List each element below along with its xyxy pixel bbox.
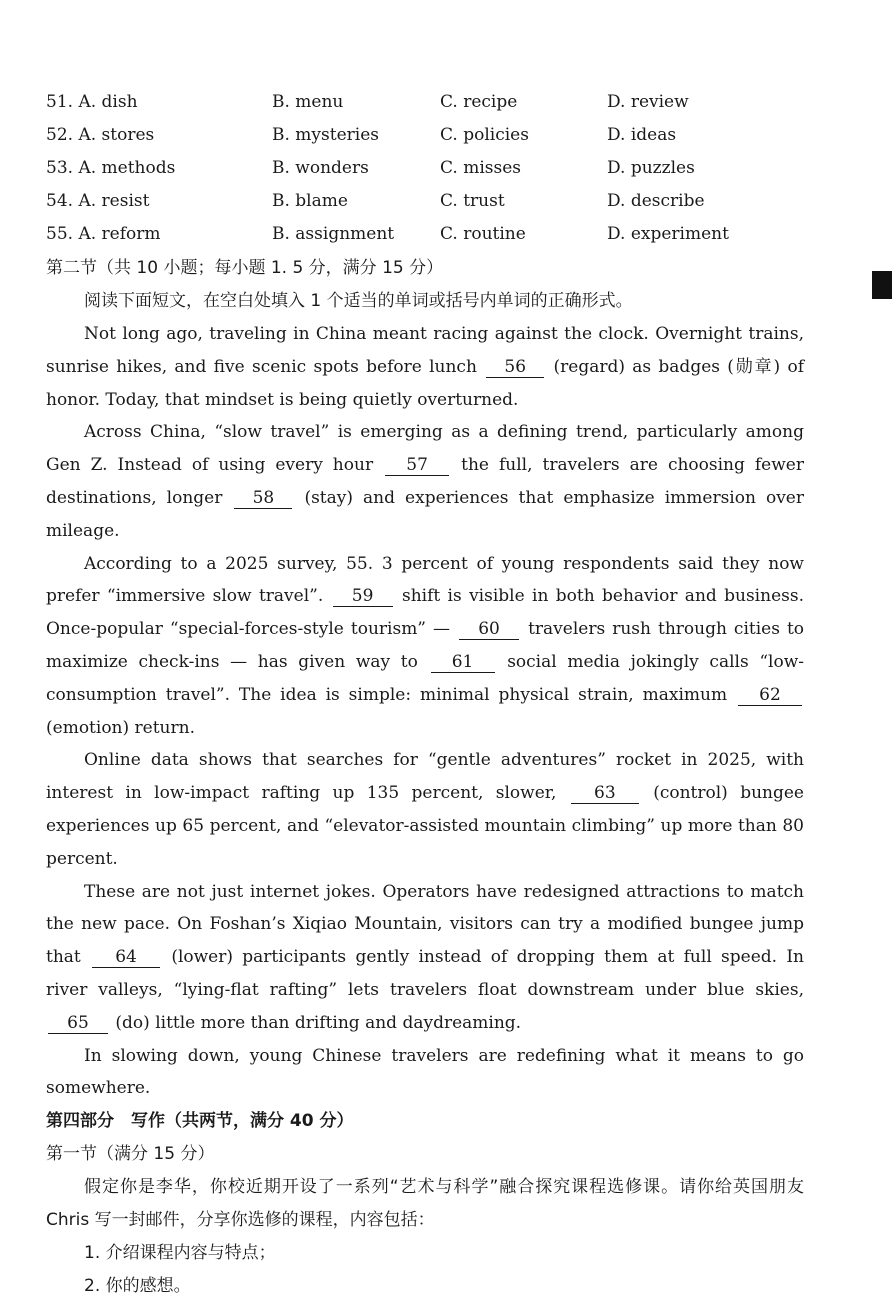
exam-content [46,252,804,1303]
passage-paragraph-1: Not long ago, traveling in China meant racing against the clock. Overnight trains, sunrise hikes, and five scenic spots before lunch 56 (regard) as badges (勋章) of honor. Today, that mindset is being quietly overturned. [46,324,805,410]
page-edge-marker [872,271,892,299]
blank-60[interactable]: 60 [459,619,519,640]
blank-64[interactable]: 64 [92,947,160,968]
option-c: C. misses [440,158,521,178]
blank-59[interactable]: 59 [333,586,393,607]
option-d: D. review [607,92,689,112]
option-b: B. mysteries [272,125,379,145]
writing-requirement-2: 2. 你的感想。 [84,1275,191,1296]
section-instruction: 阅读下面短文，在空白处填入 1 个适当的单词或括号内单词的正确形式。 [84,291,633,311]
blank-57[interactable]: 57 [385,455,449,476]
option-a: 51. A. dish [46,92,138,112]
question-row-51 [0,86,892,119]
passage-paragraph-5: These are not just internet jokes. Operators have redesigned attractions to match the new pace. On Foshan’s Xiqiao Mountain, visitors can try a modified bungee jump that 64 (lower) participants gently instead of dropping them at full speed. In river valleys, “lying-flat rafting” lets travelers float downstream under blue skies, 65 (do) little more than drifting and daydreaming. [46,881,804,1033]
option-c: C. recipe [440,92,518,112]
option-b: B. menu [272,92,344,112]
part4-subsection-heading: 第一节（满分 15 分） [46,1144,215,1165]
blank-65[interactable]: 65 [48,1013,108,1034]
option-d: D. describe [607,191,705,211]
option-b: B. wonders [272,158,369,178]
section-heading: 第二节（共 10 小题；每小题 1. 5 分，满分 15 分） [46,258,444,278]
option-b: B. assignment [272,224,395,244]
option-a: 55. A. reform [46,224,161,244]
question-row-55 [0,218,892,251]
writing-requirement-1: 1. 介绍课程内容与特点； [84,1242,276,1263]
part4-heading: 第四部分 写作（共两节，满分 40 分） [46,1111,354,1132]
question-row-52 [0,119,892,152]
writing-prompt: 假定你是李华，你校近期开设了一系列“艺术与科学”融合探究课程选修课。请你给英国朋友 Chris 写一封邮件，分享你选修的课程，内容包括： [46,1177,804,1230]
question-row-53 [0,152,892,185]
passage-paragraph-2: Across China, “slow travel” is emerging as a defining trend, particularly among Gen Z. Instead of using every hour 57 the full, travelers are choosing fewer destinations, longer 58 (stay) and experiences that emphasize immersion over mileage. [46,422,804,541]
option-c: C. trust [440,191,505,211]
option-d: D. experiment [607,224,729,244]
passage-paragraph-3: According to a 2025 survey, 55. 3 percent of young respondents said they now prefer “immersive slow travel”. 59 shift is visible in both behavior and business. Once-popular “special-forces-style tourism” — 60 travelers rush through cities to maximize check-ins — has given way to 61 social media jokingly calls “low-consumption travel”. The idea is simple: minimal physical strain, maximum 62 (emotion) return. [46,553,805,738]
option-a: 52. A. stores [46,125,155,145]
blank-56[interactable]: 56 [486,357,544,378]
blank-63[interactable]: 63 [571,783,639,804]
blank-61[interactable]: 61 [431,652,495,673]
option-d: D. ideas [607,125,677,145]
option-b: B. blame [272,191,348,211]
question-row-54 [0,185,892,218]
option-a: 54. A. resist [46,191,150,211]
option-c: C. policies [440,125,529,145]
passage-paragraph-4: Online data shows that searches for “gentle adventures” rocket in 2025, with interest in low-impact rafting up 135 percent, slower, 63 (control) bungee experiences up 65 percent, and “elevator-assisted mountain climbing” up more than 80 percent. [46,750,804,869]
blank-62[interactable]: 62 [738,685,802,706]
blank-58[interactable]: 58 [234,488,292,509]
multiple-choice-options [0,86,892,251]
option-a: 53. A. methods [46,158,176,178]
option-c: C. routine [440,224,526,244]
option-d: D. puzzles [607,158,695,178]
passage-paragraph-6: In slowing down, young Chinese travelers are redefining what it means to go somewhere. [46,1045,804,1099]
